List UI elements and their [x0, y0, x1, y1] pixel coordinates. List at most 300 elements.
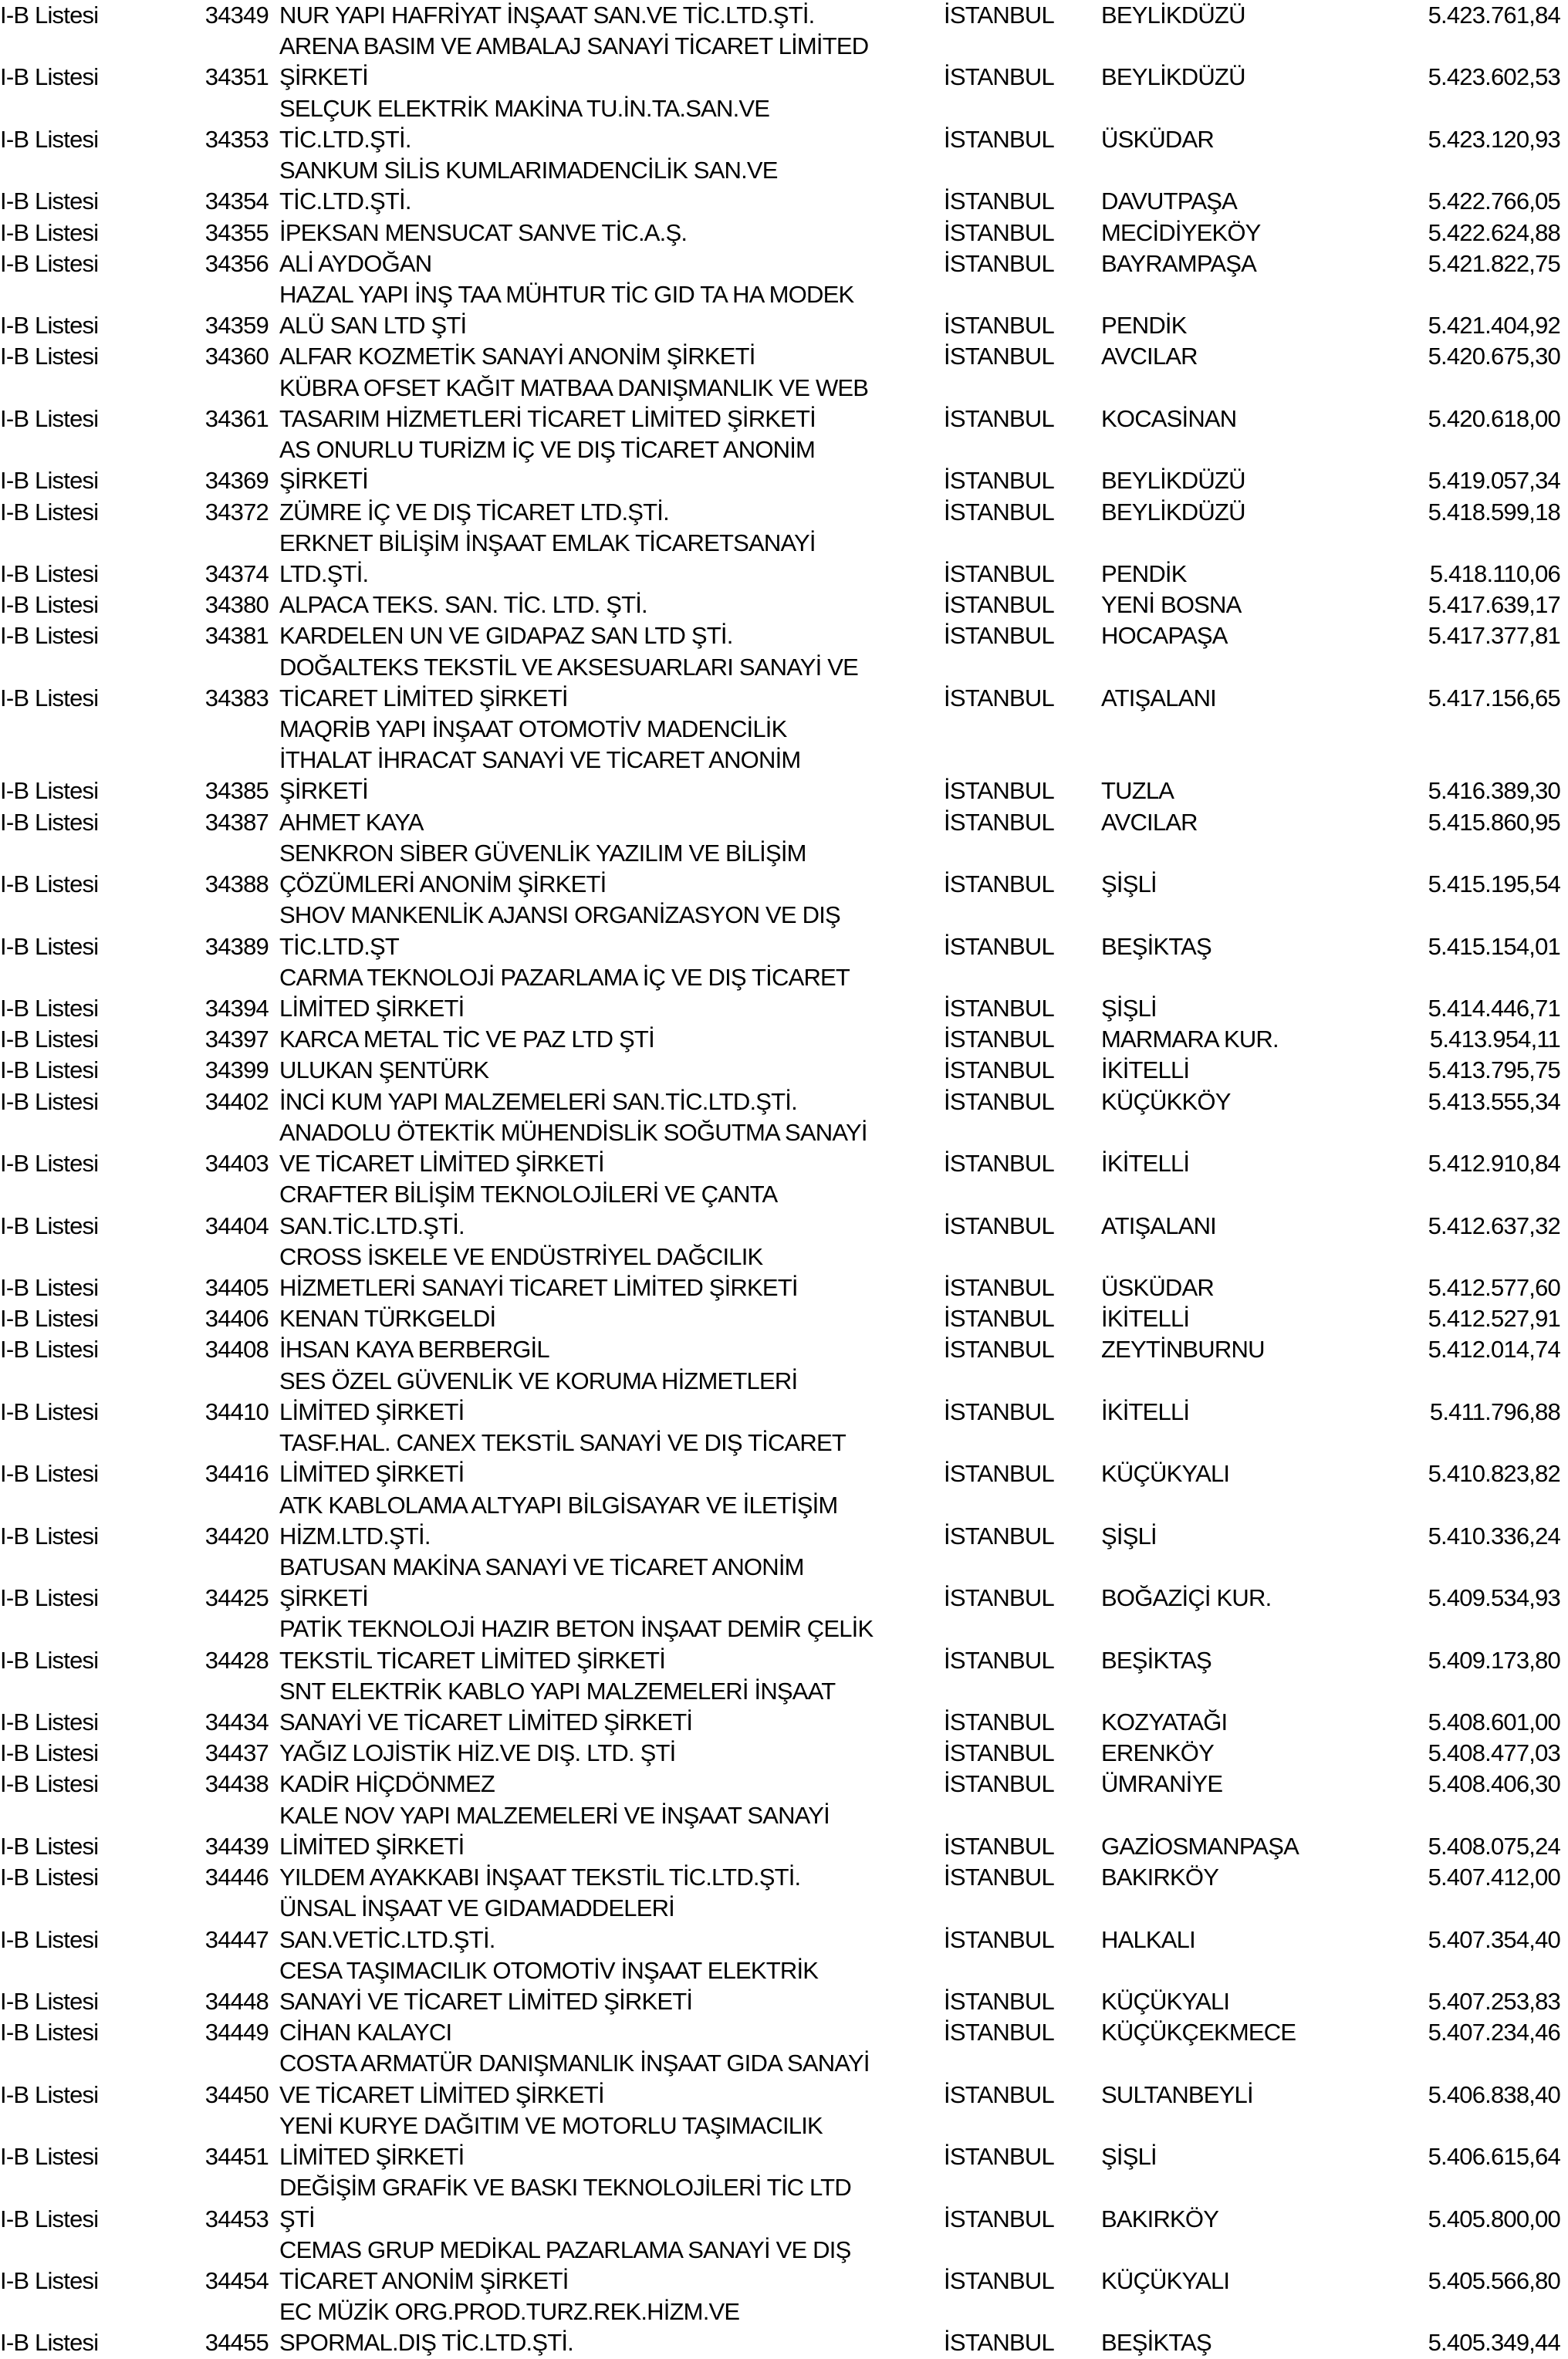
district: KÜÇÜKÇEKMECE	[1101, 2019, 1296, 2046]
district: KÜÇÜKKÖY	[1101, 1087, 1231, 1115]
city: İSTANBUL	[944, 1864, 1054, 1891]
row-sequence-number: 34389	[204, 932, 269, 960]
amount: 5.413.795,75	[1428, 1056, 1560, 1084]
company-name	[269, 2235, 934, 2296]
company-name-line: KALE NOV YAPI MALZEMELERİ VE İNŞAAT SANAYİ	[279, 1801, 830, 1829]
amount: 5.422.624,88	[1428, 218, 1560, 246]
row-sequence-number: 34385	[204, 777, 269, 805]
district: ZEYTİNBURNU	[1101, 1336, 1265, 1364]
district: BAYRAMPAŞA	[1101, 249, 1257, 277]
row-sequence-number: 34428	[204, 1646, 269, 1674]
company-name	[269, 1800, 934, 1862]
company-name	[269, 620, 934, 651]
list-row	[0, 248, 1568, 279]
amount: 5.416.389,30	[1428, 777, 1560, 805]
row-sequence-number: 34450	[204, 2080, 269, 2108]
company-name-line: NUR YAPI HAFRİYAT İNŞAAT SAN.VE TİC.LTD.ŞTİ.	[279, 2, 815, 29]
company-name-line: ULUKAN ŞENTÜRK	[279, 1056, 489, 1084]
amount: 5.408.075,24	[1428, 1832, 1560, 1860]
list-row	[0, 838, 1568, 900]
amount: 5.408.477,03	[1428, 1739, 1560, 1767]
list-row	[0, 341, 1568, 372]
district: KOCASİNAN	[1101, 404, 1237, 432]
list-code-label: I-B Listesi	[0, 1087, 99, 1115]
city: İSTANBUL	[944, 2019, 1054, 2046]
row-sequence-number: 34416	[204, 1460, 269, 1488]
row-sequence-number: 34394	[204, 995, 269, 1022]
list-code-label: I-B Listesi	[0, 2329, 99, 2357]
company-name-line: ŞTİ	[279, 2205, 315, 2232]
list-code-label: I-B Listesi	[0, 249, 99, 277]
company-name	[269, 714, 934, 807]
company-name	[269, 1676, 934, 1738]
row-sequence-number: 34351	[204, 63, 269, 91]
city: İSTANBUL	[944, 1646, 1054, 1674]
row-sequence-number: 34404	[204, 1212, 269, 1239]
company-name	[269, 155, 934, 217]
amount: 5.415.860,95	[1428, 808, 1560, 836]
amount: 5.419.057,34	[1428, 467, 1560, 495]
district: ŞİŞLİ	[1101, 1522, 1157, 1550]
company-name-line: SANAYİ VE TİCARET LİMİTED ŞİRKETİ	[279, 1988, 693, 2015]
company-name	[269, 341, 934, 372]
amount: 5.414.446,71	[1428, 995, 1560, 1022]
district: İKİTELLİ	[1101, 1150, 1190, 1178]
list-row	[0, 1769, 1568, 1800]
company-name	[269, 31, 934, 93]
row-sequence-number: 34455	[204, 2329, 269, 2357]
company-name-line: HAZAL YAPI İNŞ TAA MÜHTUR TİC GID TA HA MODEK	[279, 280, 854, 308]
district: KÜÇÜKYALI	[1101, 2266, 1230, 2294]
list-code-label: I-B Listesi	[0, 2, 99, 29]
district: BEŞİKTAŞ	[1101, 2329, 1211, 2357]
company-name-line: CİHAN KALAYCI	[279, 2019, 452, 2046]
district: İKİTELLİ	[1101, 1397, 1190, 1425]
list-row	[0, 1862, 1568, 1893]
list-row	[0, 1303, 1568, 1334]
company-name-line: SES ÖZEL GÜVENLİK VE KORUMA HİZMETLERİ	[279, 1367, 798, 1394]
row-sequence-number: 34369	[204, 467, 269, 495]
company-name-line: VE TİCARET LİMİTED ŞİRKETİ	[279, 2080, 604, 2108]
list-code-label: I-B Listesi	[0, 995, 99, 1022]
list-row	[0, 1117, 1568, 1179]
row-sequence-number: 34425	[204, 1584, 269, 1612]
list-row	[0, 807, 1568, 838]
city: İSTANBUL	[944, 1770, 1054, 1798]
amount: 5.412.910,84	[1428, 1150, 1560, 1178]
company-name-line: ALÜ SAN LTD ŞTİ	[279, 312, 467, 340]
amount: 5.412.577,60	[1428, 1273, 1560, 1301]
company-name-line: YENİ KURYE DAĞITIM VE MOTORLU TAŞIMACILIK	[279, 2111, 823, 2139]
company-name	[269, 497, 934, 528]
row-sequence-number: 34408	[204, 1336, 269, 1364]
city: İSTANBUL	[944, 2, 1054, 29]
company-name-line: SELÇUK ELEKTRİK MAKİNA TU.İN.TA.SAN.VE	[279, 94, 770, 122]
amount: 5.405.566,80	[1428, 2266, 1560, 2294]
company-name-line: ALPACA TEKS. SAN. TİC. LTD. ŞTİ.	[279, 591, 647, 619]
row-sequence-number: 34354	[204, 188, 269, 215]
amount: 5.415.195,54	[1428, 870, 1560, 898]
list-code-label: I-B Listesi	[0, 1273, 99, 1301]
list-code-label: I-B Listesi	[0, 1708, 99, 1736]
list-row	[0, 218, 1568, 248]
list-code-label: I-B Listesi	[0, 343, 99, 370]
company-name-line: HİZMETLERİ SANAYİ TİCARET LİMİTED ŞİRKETİ	[279, 1273, 798, 1301]
company-name	[269, 838, 934, 900]
company-name	[269, 373, 934, 434]
company-name-line: SENKRON SİBER GÜVENLİK YAZILIM VE BİLİŞİM	[279, 839, 806, 867]
amount: 5.412.014,74	[1428, 1336, 1560, 1364]
district: BEŞİKTAŞ	[1101, 932, 1211, 960]
amount: 5.409.534,93	[1428, 1584, 1560, 1612]
company-name-line: YILDEM AYAKKABI İNŞAAT TEKSTİL TİC.LTD.ŞTİ.	[279, 1864, 801, 1891]
list-row	[0, 1334, 1568, 1365]
amount: 5.423.120,93	[1428, 125, 1560, 153]
district: DAVUTPAŞA	[1101, 188, 1237, 215]
row-sequence-number: 34383	[204, 684, 269, 711]
row-sequence-number: 34388	[204, 870, 269, 898]
city: İSTANBUL	[944, 777, 1054, 805]
city: İSTANBUL	[944, 1273, 1054, 1301]
list-code-label: I-B Listesi	[0, 63, 99, 91]
amount: 5.412.527,91	[1428, 1305, 1560, 1333]
list-code-label: I-B Listesi	[0, 1770, 99, 1798]
row-sequence-number: 34372	[204, 498, 269, 526]
row-sequence-number: 34381	[204, 622, 269, 650]
city: İSTANBUL	[944, 591, 1054, 619]
list-row	[0, 2111, 1568, 2172]
company-name	[269, 652, 934, 714]
amount: 5.407.253,83	[1428, 1988, 1560, 2015]
list-code-label: I-B Listesi	[0, 1988, 99, 2015]
company-name	[269, 279, 934, 341]
city: İSTANBUL	[944, 995, 1054, 1022]
amount: 5.417.377,81	[1428, 622, 1560, 650]
city: İSTANBUL	[944, 1460, 1054, 1488]
list-row	[0, 93, 1568, 155]
list-code-label: I-B Listesi	[0, 2266, 99, 2294]
list-row	[0, 652, 1568, 714]
company-name	[269, 1893, 934, 1955]
city: İSTANBUL	[944, 1988, 1054, 2015]
company-name-line: LİMİTED ŞİRKETİ	[279, 995, 465, 1022]
district: PENDİK	[1101, 559, 1187, 587]
list-code-label: I-B Listesi	[0, 1584, 99, 1612]
amount: 5.410.336,24	[1428, 1522, 1560, 1550]
company-name	[269, 1490, 934, 1552]
list-row	[0, 1614, 1568, 1675]
company-name-line: İNCİ KUM YAPI MALZEMELERİ SAN.TİC.LTD.ŞTİ.	[279, 1087, 797, 1115]
row-sequence-number: 34446	[204, 1864, 269, 1891]
row-sequence-number: 34410	[204, 1397, 269, 1425]
district: ATIŞALANI	[1101, 684, 1216, 711]
company-name	[269, 434, 934, 496]
row-sequence-number: 34451	[204, 2143, 269, 2171]
city: İSTANBUL	[944, 125, 1054, 153]
company-name	[269, 1024, 934, 1055]
company-name-line: SANAYİ VE TİCARET LİMİTED ŞİRKETİ	[279, 1708, 693, 1736]
amount: 5.407.412,00	[1428, 1864, 1560, 1891]
city: İSTANBUL	[944, 622, 1054, 650]
row-sequence-number: 34420	[204, 1522, 269, 1550]
company-name-line: KARCA METAL TİC VE PAZ LTD ŞTİ	[279, 1026, 654, 1053]
list-code-label: I-B Listesi	[0, 467, 99, 495]
amount: 5.418.599,18	[1428, 498, 1560, 526]
city: İSTANBUL	[944, 1832, 1054, 1860]
company-name-line: KÜBRA OFSET KAĞIT MATBAA DANIŞMANLIK VE WEB	[279, 373, 869, 401]
company-name-line: CESA TAŞIMACILIK OTOMOTİV İNŞAAT ELEKTRİK	[279, 1956, 819, 1984]
row-sequence-number: 34434	[204, 1708, 269, 1736]
district: MARMARA KUR.	[1101, 1026, 1279, 1053]
city: İSTANBUL	[944, 188, 1054, 215]
list-row	[0, 962, 1568, 1024]
list-code-label: I-B Listesi	[0, 404, 99, 432]
list-row	[0, 1955, 1568, 2017]
amount: 5.421.822,75	[1428, 249, 1560, 277]
list-row	[0, 590, 1568, 620]
row-sequence-number: 34359	[204, 312, 269, 340]
amount: 5.410.823,82	[1428, 1460, 1560, 1488]
list-code-label: I-B Listesi	[0, 1026, 99, 1053]
city: İSTANBUL	[944, 870, 1054, 898]
amount: 5.409.173,80	[1428, 1646, 1560, 1674]
list-row	[0, 279, 1568, 341]
list-row	[0, 620, 1568, 651]
district: BEYLİKDÜZÜ	[1101, 498, 1245, 526]
city: İSTANBUL	[944, 1150, 1054, 1178]
district: HOCAPAŞA	[1101, 622, 1228, 650]
list-code-label: I-B Listesi	[0, 1460, 99, 1488]
district: TUZLA	[1101, 777, 1174, 805]
row-sequence-number: 34454	[204, 2266, 269, 2294]
company-name	[269, 2296, 934, 2358]
list-code-label: I-B Listesi	[0, 1864, 99, 1891]
list-code-label: I-B Listesi	[0, 2205, 99, 2232]
company-name-line: TEKSTİL TİCARET LİMİTED ŞİRKETİ	[279, 1646, 666, 1674]
city: İSTANBUL	[944, 1925, 1054, 1953]
company-name	[269, 1087, 934, 1117]
company-name	[269, 1552, 934, 1614]
list-code-label: I-B Listesi	[0, 870, 99, 898]
company-name-line: MAQRİB YAPI İNŞAAT OTOMOTİV MADENCİLİK	[279, 715, 787, 743]
amount: 5.405.349,44	[1428, 2329, 1560, 2357]
list-row	[0, 2235, 1568, 2296]
amount: 5.420.675,30	[1428, 343, 1560, 370]
company-name	[269, 1862, 934, 1893]
company-name-line: TASF.HAL. CANEX TEKSTİL SANAYİ VE DIŞ TİCARET	[279, 1429, 847, 1457]
list-code-label: I-B Listesi	[0, 218, 99, 246]
district: BEYLİKDÜZÜ	[1101, 467, 1245, 495]
list-code-label: I-B Listesi	[0, 188, 99, 215]
list-row	[0, 1490, 1568, 1552]
list-code-label: I-B Listesi	[0, 1397, 99, 1425]
list-code-label: I-B Listesi	[0, 1832, 99, 1860]
district: İKİTELLİ	[1101, 1056, 1190, 1084]
company-name	[269, 1738, 934, 1769]
company-name-line: ÜNSAL İNŞAAT VE GIDAMADDELERİ	[279, 1894, 674, 1922]
list-row	[0, 1055, 1568, 1086]
list-row	[0, 1087, 1568, 1117]
city: İSTANBUL	[944, 1739, 1054, 1767]
company-name	[269, 2048, 934, 2110]
amount: 5.421.404,92	[1428, 312, 1560, 340]
list-code-label: I-B Listesi	[0, 1646, 99, 1674]
amount: 5.417.639,17	[1428, 591, 1560, 619]
list-code-label: I-B Listesi	[0, 1925, 99, 1953]
list-row	[0, 1800, 1568, 1862]
district: MECİDİYEKÖY	[1101, 218, 1261, 246]
district: GAZİOSMANPAŞA	[1101, 1832, 1299, 1860]
row-sequence-number: 34353	[204, 125, 269, 153]
company-name	[269, 2172, 934, 2234]
company-name	[269, 1303, 934, 1334]
company-name-line: LİMİTED ŞİRKETİ	[279, 1460, 465, 1488]
amount: 5.412.637,32	[1428, 1212, 1560, 1239]
district: ERENKÖY	[1101, 1739, 1214, 1767]
city: İSTANBUL	[944, 498, 1054, 526]
district: BAKIRKÖY	[1101, 1864, 1219, 1891]
city: İSTANBUL	[944, 1708, 1054, 1736]
row-sequence-number: 34399	[204, 1056, 269, 1084]
list-row	[0, 1552, 1568, 1614]
district: BEŞİKTAŞ	[1101, 1646, 1211, 1674]
company-name	[269, 1179, 934, 1241]
district: AVCILAR	[1101, 343, 1198, 370]
list-row	[0, 1676, 1568, 1738]
city: İSTANBUL	[944, 1212, 1054, 1239]
amount: 5.418.110,06	[1429, 559, 1560, 587]
row-sequence-number: 34374	[204, 559, 269, 587]
company-name-line: AS ONURLU TURİZM İÇ VE DIŞ TİCARET ANONİM	[279, 436, 816, 464]
company-name-line: CROSS İSKELE VE ENDÜSTRİYEL DAĞCILIK	[279, 1242, 763, 1270]
list-code-label: I-B Listesi	[0, 591, 99, 619]
district: KÜÇÜKYALI	[1101, 1460, 1230, 1488]
company-name-line: DEĞİŞİM GRAFİK VE BASKI TEKNOLOJİLERİ TİC LTD	[279, 2174, 851, 2202]
company-name	[269, 1117, 934, 1179]
amount: 5.420.618,00	[1428, 404, 1560, 432]
amount: 5.413.954,11	[1429, 1026, 1560, 1053]
company-name-line: EC MÜZİK ORG.PROD.TURZ.REK.HİZM.VE	[279, 2298, 740, 2326]
list-row	[0, 528, 1568, 590]
company-name	[269, 590, 934, 620]
company-name-line: KARDELEN UN VE GIDAPAZ SAN LTD ŞTİ.	[279, 622, 733, 650]
company-name	[269, 1769, 934, 1800]
company-name-line: TİC.LTD.ŞTİ.	[279, 188, 411, 215]
list-row	[0, 1738, 1568, 1769]
row-sequence-number: 34361	[204, 404, 269, 432]
list-row	[0, 714, 1568, 807]
row-sequence-number: 34449	[204, 2019, 269, 2046]
city: İSTANBUL	[944, 1056, 1054, 1084]
row-sequence-number: 34438	[204, 1770, 269, 1798]
company-name-line: SANKUM SİLİS KUMLARIMADENCİLİK SAN.VE	[279, 157, 778, 184]
company-name-line: KENAN TÜRKGELDİ	[279, 1305, 496, 1333]
list-code-label: I-B Listesi	[0, 777, 99, 805]
amount: 5.422.766,05	[1428, 188, 1560, 215]
city: İSTANBUL	[944, 2205, 1054, 2232]
row-sequence-number: 34360	[204, 343, 269, 370]
district: ÜSKÜDAR	[1101, 125, 1214, 153]
row-sequence-number: 34402	[204, 1087, 269, 1115]
city: İSTANBUL	[944, 1305, 1054, 1333]
company-name-line: ÇÖZÜMLERİ ANONİM ŞİRKETİ	[279, 870, 607, 898]
list-code-label: I-B Listesi	[0, 125, 99, 153]
city: İSTANBUL	[944, 1397, 1054, 1425]
city: İSTANBUL	[944, 467, 1054, 495]
amount: 5.417.156,65	[1428, 684, 1560, 711]
row-sequence-number: 34448	[204, 1988, 269, 2015]
company-name-line: İTHALAT İHRACAT SANAYİ VE TİCARET ANONİM	[279, 746, 801, 774]
company-name	[269, 93, 934, 155]
company-name-line: SHOV MANKENLİK AJANSI ORGANİZASYON VE DIŞ	[279, 901, 840, 929]
amount: 5.405.800,00	[1428, 2205, 1560, 2232]
list-row	[0, 373, 1568, 434]
list-row	[0, 2048, 1568, 2110]
company-name-line: İHSAN KAYA BERBERGİL	[279, 1336, 549, 1364]
company-name-line: ANADOLU ÖTEKTİK MÜHENDİSLİK SOĞUTMA SANAYİ	[279, 1118, 867, 1146]
district: AVCILAR	[1101, 808, 1198, 836]
list-code-label: I-B Listesi	[0, 1305, 99, 1333]
company-name	[269, 1366, 934, 1428]
company-name-line: ZÜMRE İÇ VE DIŞ TİCARET LTD.ŞTİ.	[279, 498, 669, 526]
city: İSTANBUL	[944, 1522, 1054, 1550]
city: İSTANBUL	[944, 2266, 1054, 2294]
list-code-label: I-B Listesi	[0, 808, 99, 836]
company-name	[269, 1055, 934, 1086]
list-code-label: I-B Listesi	[0, 2019, 99, 2046]
list-code-label: I-B Listesi	[0, 1739, 99, 1767]
list-row	[0, 1179, 1568, 1241]
company-name	[269, 807, 934, 838]
row-sequence-number: 34349	[204, 2, 269, 29]
list-row	[0, 31, 1568, 93]
list-code-label: I-B Listesi	[0, 2143, 99, 2171]
company-name-line: PATİK TEKNOLOJİ HAZIR BETON İNŞAAT DEMİR ÇELİK	[279, 1615, 874, 1643]
district: HALKALI	[1101, 1925, 1195, 1953]
company-name-line: HİZM.LTD.ŞTİ.	[279, 1522, 431, 1550]
amount: 5.406.615,64	[1428, 2143, 1560, 2171]
row-sequence-number: 34447	[204, 1925, 269, 1953]
district: PENDİK	[1101, 312, 1187, 340]
company-name-line: İPEKSAN MENSUCAT SANVE TİC.A.Ş.	[279, 218, 688, 246]
row-sequence-number: 34387	[204, 808, 269, 836]
company-name-line: VE TİCARET LİMİTED ŞİRKETİ	[279, 1150, 604, 1178]
city: İSTANBUL	[944, 63, 1054, 91]
list-row	[0, 1242, 1568, 1303]
city: İSTANBUL	[944, 932, 1054, 960]
city: İSTANBUL	[944, 684, 1054, 711]
list-row	[0, 900, 1568, 962]
company-name-line: LTD.ŞTİ.	[279, 559, 369, 587]
district: ŞİŞLİ	[1101, 870, 1157, 898]
list-row	[0, 434, 1568, 496]
district: ŞİŞLİ	[1101, 2143, 1157, 2171]
company-name-line: LİMİTED ŞİRKETİ	[279, 2143, 465, 2171]
district: SULTANBEYLİ	[1101, 2080, 1253, 2108]
company-name-line: DOĞALTEKS TEKSTİL VE AKSESUARLARI SANAYİ VE	[279, 653, 859, 681]
city: İSTANBUL	[944, 343, 1054, 370]
amount: 5.407.354,40	[1428, 1925, 1560, 1953]
company-name-line: ŞİRKETİ	[279, 777, 368, 805]
company-name-line: ARENA BASIM VE AMBALAJ SANAYİ TİCARET LİMİTED	[279, 32, 869, 60]
company-name-line: SAN.VETİC.LTD.ŞTİ.	[279, 1925, 495, 1953]
row-sequence-number: 34356	[204, 249, 269, 277]
city: İSTANBUL	[944, 312, 1054, 340]
company-name	[269, 962, 934, 1024]
list-code-label: I-B Listesi	[0, 1212, 99, 1239]
list-code-label: I-B Listesi	[0, 498, 99, 526]
company-name	[269, 2017, 934, 2048]
